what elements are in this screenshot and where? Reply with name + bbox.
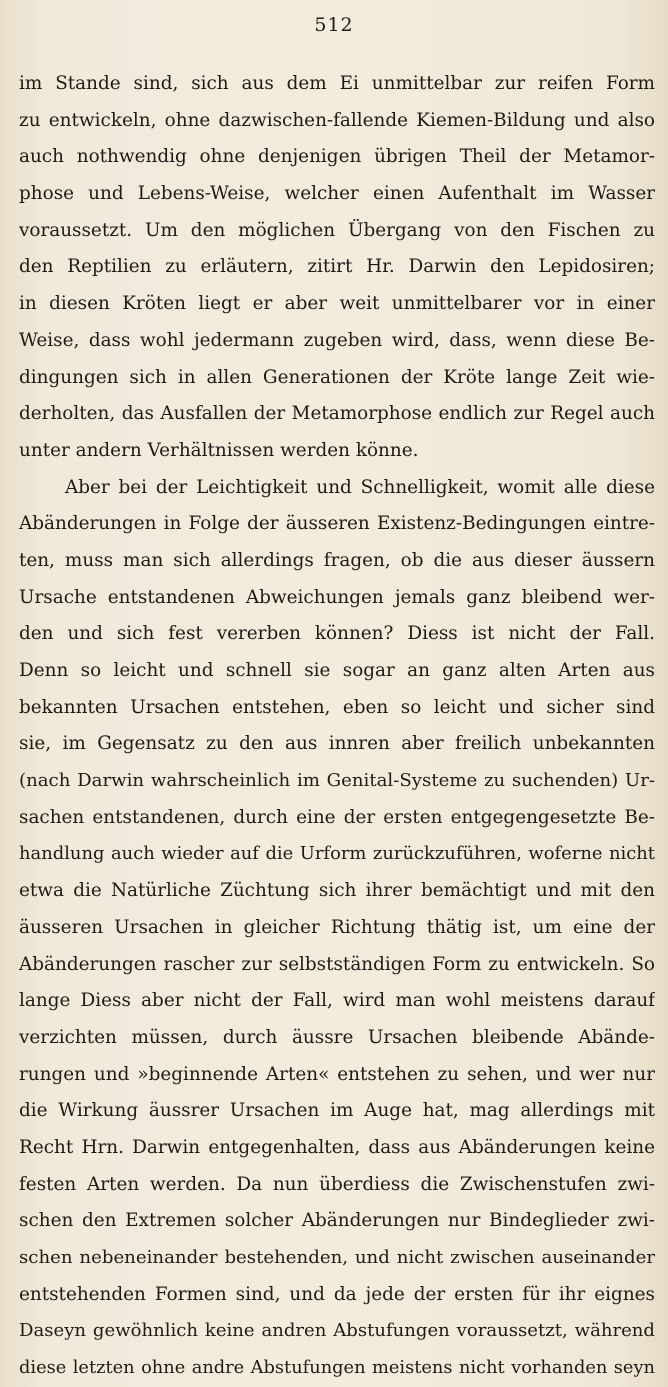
text-line: etwa die Natürliche Züchtung sich ihrer bemächtigt und mit den	[19, 880, 655, 902]
text-line: festen Arten werden. Da nun überdiess die Zwischenstufen zwi-	[19, 1173, 655, 1195]
text-line: diese letzten ohne andre Abstufungen meistens nicht vorhanden seyn	[19, 1357, 655, 1379]
text-line: Abänderungen in Folge der äusseren Existenz-Bedingungen eintre-	[19, 513, 655, 535]
text-line: im Stande sind, sich aus dem Ei unmittelbar zur reifen Form	[19, 73, 655, 94]
text-line: rungen und »beginnende Arten« entstehen zu sehen, und wer nur	[19, 1063, 655, 1085]
text-line: schen den Extremen solcher Abänderungen nur Bindeglieder zwi-	[19, 1210, 655, 1232]
text-line: dingungen sich in allen Generationen der Kröte lange Zeit wie-	[19, 366, 655, 388]
text-line: handlung auch wieder auf die Urform zurückzuführen, woferne nicht	[19, 843, 655, 865]
text-line: Weise, dass wohl jedermann zugeben wird, dass, wenn diese Be-	[19, 329, 655, 351]
text-line: Daseyn gewöhnlich keine andren Abstufungen voraussetzt, während	[19, 1320, 655, 1342]
text-line: schen nebeneinander bestehenden, und nicht zwischen auseinander	[19, 1247, 655, 1268]
text-line: Denn so leicht und schnell sie sogar an ganz alten Arten aus	[19, 660, 655, 681]
text-line: (nach Darwin wahrscheinlich im Genital-Systeme zu suchenden) Ur-	[19, 770, 655, 792]
text-line: sie, im Gegensatz zu den aus innren aber freilich unbekannten	[19, 733, 655, 755]
text-line: den Reptilien zu erläutern, zitirt Hr. Darwin den Lepidosiren;	[19, 256, 655, 278]
paragraph-start-line: Aber bei der Leichtigkeit und Schnelligkeit, womit alle diese	[65, 476, 655, 498]
text-line: verzichten müssen, durch äussre Ursachen bleibende Abände-	[19, 1026, 655, 1048]
text-line: zu entwickeln, ohne dazwischen-fallende Kiemen-Bildung und also	[19, 109, 655, 131]
body-text	[19, 66, 655, 1387]
text-line: äusseren Ursachen in gleicher Richtung thätig ist, um eine der	[19, 916, 655, 938]
text-line: ten, muss man sich allerdings fragen, ob die aus dieser äussern	[19, 549, 655, 571]
text-line: den und sich fest vererben können? Diess ist nicht der Fall.	[19, 623, 655, 645]
text-line: auch nothwendig ohne denjenigen übrigen Theil der Metamor-	[19, 146, 655, 168]
text-line: die Wirkung äussrer Ursachen im Auge hat, mag allerdings mit	[19, 1100, 655, 1122]
text-line: Ursache entstandenen Abweichungen jemals ganz bleibend wer-	[19, 586, 655, 608]
text-line: sachen entstandenen, durch eine der ersten entgegengesetzte Be-	[19, 806, 655, 828]
text-line: voraussetzt. Um den möglichen Übergang von den Fischen zu	[19, 219, 655, 241]
text-line: derholten, das Ausfallen der Metamorphose endlich zur Regel auch	[19, 403, 655, 425]
text-line: lange Diess aber nicht der Fall, wird man wohl meistens darauf	[19, 990, 655, 1012]
paragraph-end-line: unter andern Verhältnissen werden könne.	[19, 439, 419, 461]
text-line: bekannten Ursachen entstehen, eben so leicht und sicher sind	[19, 696, 655, 718]
page-number: 512	[314, 14, 354, 36]
text-line: phose und Lebens-Weise, welcher einen Aufenthalt im Wasser	[19, 183, 655, 205]
text-line: entstehenden Formen sind, und da jede der ersten für ihr eignes	[19, 1283, 655, 1305]
text-line: in diesen Kröten liegt er aber weit unmittelbarer vor in einer	[19, 293, 655, 315]
text-line: Abänderungen rascher zur selbstständigen Form zu entwickeln. So	[19, 953, 655, 975]
text-line: Recht Hrn. Darwin entgegenhalten, dass aus Abänderungen keine	[19, 1136, 655, 1158]
